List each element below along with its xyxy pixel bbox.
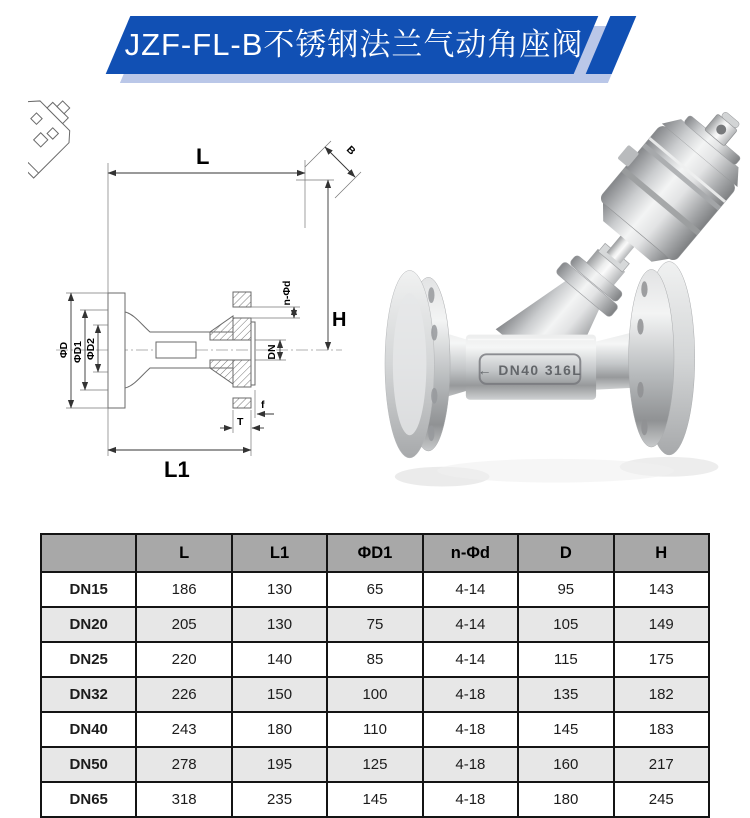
dim-label-t: T: [237, 416, 244, 428]
spec-cell: 75: [327, 607, 422, 642]
spec-cell: 130: [232, 607, 327, 642]
column-header-h: H: [614, 534, 709, 572]
spec-cell: 226: [136, 677, 231, 712]
dim-label-n-phi-d: n-Φd: [281, 280, 293, 306]
spec-cell: 160: [518, 747, 613, 782]
spec-cell: 140: [232, 642, 327, 677]
spec-cell: 243: [136, 712, 231, 747]
spec-cell: 245: [614, 782, 709, 817]
spec-cell: 195: [232, 747, 327, 782]
spec-cell: 217: [614, 747, 709, 782]
table-row: [41, 782, 709, 817]
spec-cell: 4-18: [423, 712, 518, 747]
dimension-diagram-panel: [28, 100, 372, 502]
row-model: DN32: [41, 677, 136, 712]
spec-cell: 4-14: [423, 572, 518, 607]
column-header-phi-d1: ΦD1: [327, 534, 422, 572]
spec-cell: 182: [614, 677, 709, 712]
row-model: DN25: [41, 642, 136, 677]
valve-body-photo: [466, 335, 596, 400]
row-model: DN20: [41, 607, 136, 642]
product-photo-panel: [383, 98, 748, 510]
spec-cell: 65: [327, 572, 422, 607]
spec-cell: 4-18: [423, 677, 518, 712]
spec-cell: 130: [232, 572, 327, 607]
valve-body-marking: ← DN40 316L: [477, 362, 583, 379]
row-model: DN15: [41, 572, 136, 607]
photo-shadows: [395, 457, 719, 487]
table-row: [41, 607, 709, 642]
spec-cell: 143: [614, 572, 709, 607]
dim-label-phi-d: ΦD: [58, 341, 70, 359]
dimension-diagram: [28, 100, 372, 502]
dim-label-l: L: [196, 144, 210, 169]
row-model: DN65: [41, 782, 136, 817]
spec-cell: 278: [136, 747, 231, 782]
dim-label-phi-d1: ΦD1: [72, 340, 84, 364]
spec-cell: 95: [518, 572, 613, 607]
spec-cell: 149: [614, 607, 709, 642]
spec-cell: 220: [136, 642, 231, 677]
spec-table-header: [41, 534, 709, 572]
spec-cell: 4-18: [423, 782, 518, 817]
spec-cell: 4-14: [423, 642, 518, 677]
row-model: DN40: [41, 712, 136, 747]
dim-label-f: f: [261, 399, 265, 411]
spec-table-body: [41, 572, 709, 817]
column-header-l: L: [136, 534, 231, 572]
column-header-l1: L1: [232, 534, 327, 572]
left-flange-photo: [385, 270, 470, 457]
spec-cell: 145: [518, 712, 613, 747]
spec-cell: 110: [327, 712, 422, 747]
spec-cell: 125: [327, 747, 422, 782]
actuator-drawing: [28, 100, 87, 287]
row-model: DN50: [41, 747, 136, 782]
column-header-model: [41, 534, 136, 572]
spec-cell: 100: [327, 677, 422, 712]
column-header-n-phi-d: n-Φd: [423, 534, 518, 572]
spec-cell: 186: [136, 572, 231, 607]
table-row: [41, 642, 709, 677]
spec-cell: 175: [614, 642, 709, 677]
page-title: JZF-FL-B不锈钢法兰气动角座阀: [124, 27, 584, 62]
body-plate-drawing: [156, 342, 196, 358]
spec-cell: 85: [327, 642, 422, 677]
spec-cell: 180: [518, 782, 613, 817]
table-row: [41, 712, 709, 747]
spec-cell: 4-14: [423, 607, 518, 642]
dim-label-dn: DN: [266, 344, 278, 360]
spec-cell: 145: [327, 782, 422, 817]
spec-cell: 180: [232, 712, 327, 747]
spec-cell: 150: [232, 677, 327, 712]
spec-cell: 105: [518, 607, 613, 642]
spec-cell: 115: [518, 642, 613, 677]
spec-cell: 135: [518, 677, 613, 712]
table-row: [41, 747, 709, 782]
dim-label-phi-d2: ΦD2: [85, 337, 97, 361]
spec-cell: 183: [614, 712, 709, 747]
dim-label-b: B: [343, 143, 358, 158]
spec-cell: 318: [136, 782, 231, 817]
spec-cell: 205: [136, 607, 231, 642]
product-photo: [383, 98, 748, 510]
spec-cell: 235: [232, 782, 327, 817]
title-banner: [118, 16, 638, 86]
dim-label-h: H: [332, 309, 347, 331]
table-row: [41, 572, 709, 607]
table-row: [41, 677, 709, 712]
dim-label-l1: L1: [164, 457, 190, 482]
spec-table: [40, 533, 710, 818]
column-header-d: D: [518, 534, 613, 572]
spec-cell: 4-18: [423, 747, 518, 782]
